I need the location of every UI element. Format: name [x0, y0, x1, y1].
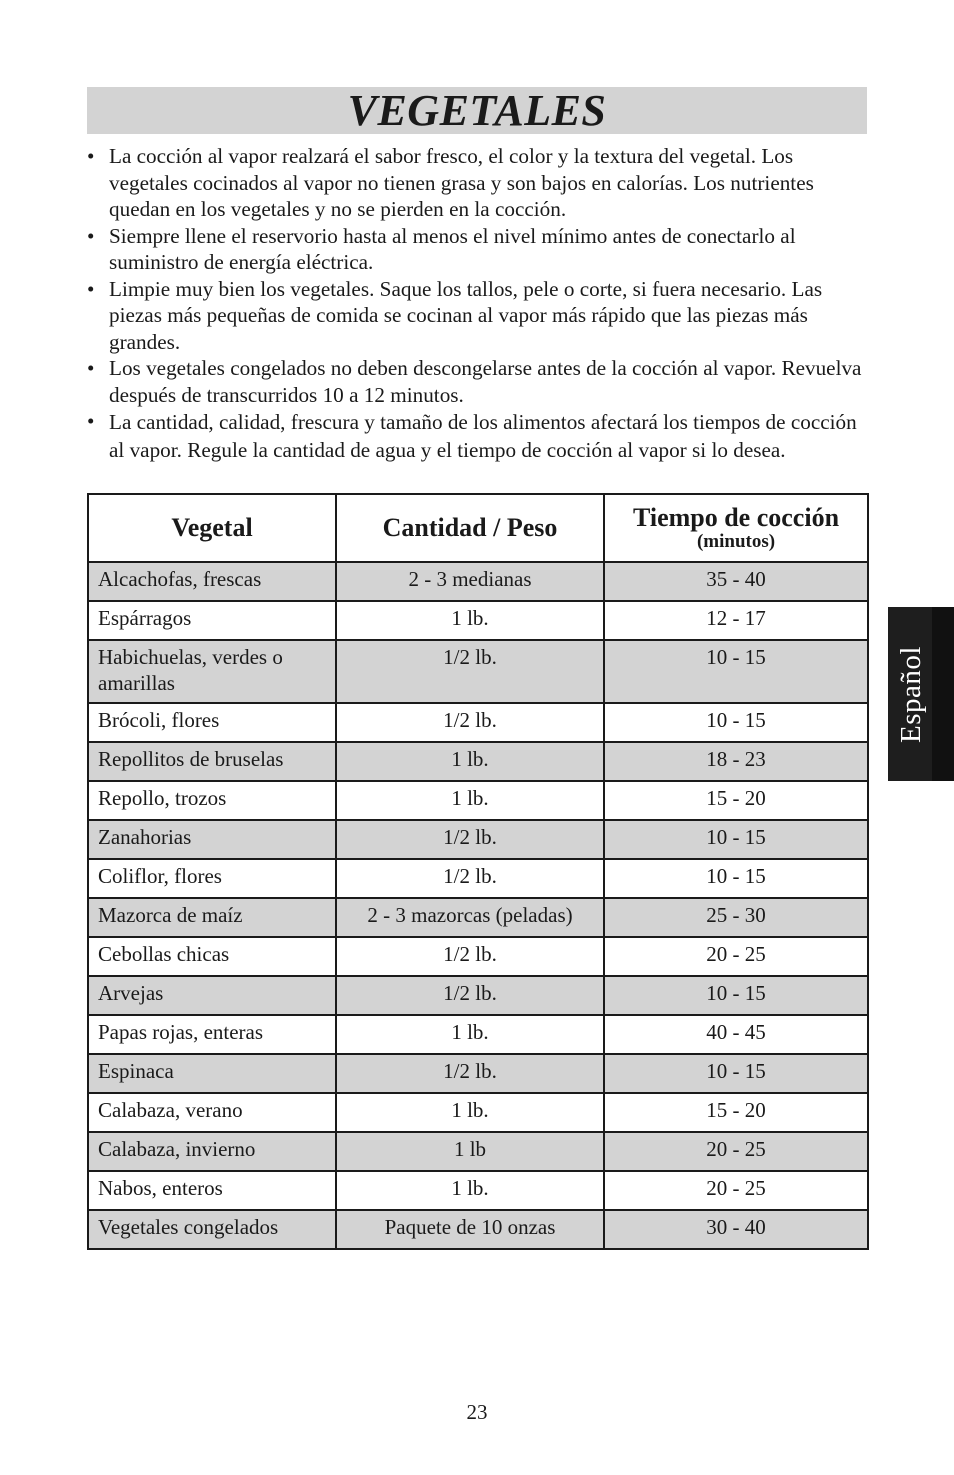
header-cantidad: Cantidad / Peso	[336, 494, 604, 562]
table-row	[88, 640, 868, 703]
cell-tiempo: 20 - 25	[604, 1132, 868, 1171]
cell-vegetal: Espinaca	[88, 1054, 336, 1093]
cell-tiempo: 18 - 23	[604, 742, 868, 781]
cell-tiempo: 20 - 25	[604, 1171, 868, 1210]
cell-tiempo: 15 - 20	[604, 781, 868, 820]
cell-cantidad: 2 - 3 medianas	[336, 562, 604, 601]
cell-cantidad: 1 lb	[336, 1132, 604, 1171]
cell-cantidad: 1 lb.	[336, 1171, 604, 1210]
title-bar	[87, 87, 867, 134]
cell-tiempo: 15 - 20	[604, 1093, 868, 1132]
list-item	[87, 355, 872, 408]
header-tiempo-label: Tiempo de cocción	[632, 503, 840, 532]
cell-tiempo: 10 - 15	[604, 976, 868, 1015]
cell-vegetal: Papas rojas, enteras	[88, 1015, 336, 1054]
table-row	[88, 601, 868, 640]
cell-vegetal: Brócoli, flores	[88, 703, 336, 742]
bullet-marker: •	[87, 356, 95, 380]
cell-vegetal: Vegetales congelados	[88, 1210, 336, 1249]
cell-vegetal: Coliflor, flores	[88, 859, 336, 898]
cell-tiempo: 10 - 15	[604, 859, 868, 898]
list-item	[87, 223, 872, 276]
cell-vegetal: Calabaza, verano	[88, 1093, 336, 1132]
cell-cantidad: 1 lb.	[336, 601, 604, 640]
cell-cantidad: 1 lb.	[336, 1015, 604, 1054]
cell-tiempo: 20 - 25	[604, 937, 868, 976]
cell-vegetal: Alcachofas, frescas	[88, 562, 336, 601]
cell-cantidad: Paquete de 10 onzas	[336, 1210, 604, 1249]
bullet-text: Los vegetales congelados no deben descongelarse antes de la cocción al vapor. Revuelva después de transcurridos 10 a 12 minutos.	[109, 356, 862, 407]
steaming-times-table	[87, 493, 869, 1250]
table-row	[88, 1210, 868, 1249]
table-row	[88, 937, 868, 976]
list-item	[87, 143, 872, 223]
cell-cantidad: 1 lb.	[336, 781, 604, 820]
tips-list	[87, 143, 872, 464]
cell-vegetal: Cebollas chicas	[88, 937, 336, 976]
cell-cantidad: 1 lb.	[336, 1093, 604, 1132]
page-title: VEGETALES	[347, 85, 607, 135]
list-item	[87, 276, 872, 356]
bullet-marker: •	[87, 144, 95, 168]
language-tab-label: Español	[894, 645, 927, 743]
table-row	[88, 976, 868, 1015]
table-row	[88, 742, 868, 781]
cell-cantidad: 1/2 lb.	[336, 820, 604, 859]
table-row	[88, 1132, 868, 1171]
cell-vegetal: Repollo, trozos	[88, 781, 336, 820]
table-row	[88, 562, 868, 601]
cell-vegetal: Zanahorias	[88, 820, 336, 859]
bullet-text: La cocción al vapor realzará el sabor fresco, el color y la textura del vegetal. Los vegetales cocinados al vapor no tienen grasa y son bajos en calorías. Los nutrientes quedan en los vegetales y no se pierden en la cocción.	[109, 144, 814, 221]
cell-cantidad: 2 - 3 mazorcas (peladas)	[336, 898, 604, 937]
cell-tiempo: 35 - 40	[604, 562, 868, 601]
table-header-row	[88, 494, 868, 562]
bullet-marker: •	[87, 276, 95, 301]
cell-tiempo: 10 - 15	[604, 703, 868, 742]
table-row	[88, 781, 868, 820]
list-item	[87, 408, 872, 464]
table-row	[88, 1015, 868, 1054]
cell-vegetal: Habichuelas, verdes o amarillas	[88, 640, 336, 703]
cell-cantidad: 1/2 lb.	[336, 859, 604, 898]
table-row	[88, 898, 868, 937]
table-row	[88, 1054, 868, 1093]
cell-tiempo: 25 - 30	[604, 898, 868, 937]
table-row	[88, 703, 868, 742]
bullet-marker: •	[87, 409, 95, 433]
cell-cantidad: 1/2 lb.	[336, 976, 604, 1015]
cell-vegetal: Calabaza, invierno	[88, 1132, 336, 1171]
cell-tiempo: 12 - 17	[604, 601, 868, 640]
header-vegetal: Vegetal	[88, 494, 336, 562]
cell-tiempo: 10 - 15	[604, 640, 868, 703]
bullet-text: Siempre llene el reservorio hasta al menos el nivel mínimo antes de conectarlo al suministro de energía eléctrica.	[109, 223, 796, 274]
table-row	[88, 859, 868, 898]
table-row	[88, 1093, 868, 1132]
page-number: 23	[466, 1400, 488, 1424]
cell-vegetal: Mazorca de maíz	[88, 898, 336, 937]
cell-tiempo: 30 - 40	[604, 1210, 868, 1249]
bullet-text: La cantidad, calidad, frescura y tamaño de los alimentos afectará los tiempos de cocción al vapor. Regule la cantidad de agua y el tiempo de cocción al vapor si lo desea.	[109, 410, 857, 462]
cell-cantidad: 1/2 lb.	[336, 1054, 604, 1093]
cell-vegetal: Repollitos de bruselas	[88, 742, 336, 781]
language-tab	[888, 607, 954, 781]
cell-tiempo: 10 - 15	[604, 820, 868, 859]
header-tiempo-unit: (minutos)	[696, 531, 776, 552]
cell-vegetal: Espárragos	[88, 601, 336, 640]
bullet-text: Limpie muy bien los vegetales. Saque los tallos, pele o corte, si fuera necesario. Las piezas más pequeñas de comida se cocinan al vapor más rápido que las piezas más grandes.	[109, 276, 823, 354]
cell-tiempo: 10 - 15	[604, 1054, 868, 1093]
cell-cantidad: 1 lb.	[336, 742, 604, 781]
cell-vegetal: Nabos, enteros	[88, 1171, 336, 1210]
bullet-marker: •	[87, 223, 95, 248]
tab-edge	[932, 607, 954, 781]
cell-tiempo: 40 - 45	[604, 1015, 868, 1054]
table-row	[88, 1171, 868, 1210]
table-row	[88, 820, 868, 859]
cell-vegetal: Arvejas	[88, 976, 336, 1015]
cell-cantidad: 1/2 lb.	[336, 703, 604, 742]
cell-cantidad: 1/2 lb.	[336, 640, 604, 703]
header-tiempo	[604, 494, 868, 562]
cell-cantidad: 1/2 lb.	[336, 937, 604, 976]
